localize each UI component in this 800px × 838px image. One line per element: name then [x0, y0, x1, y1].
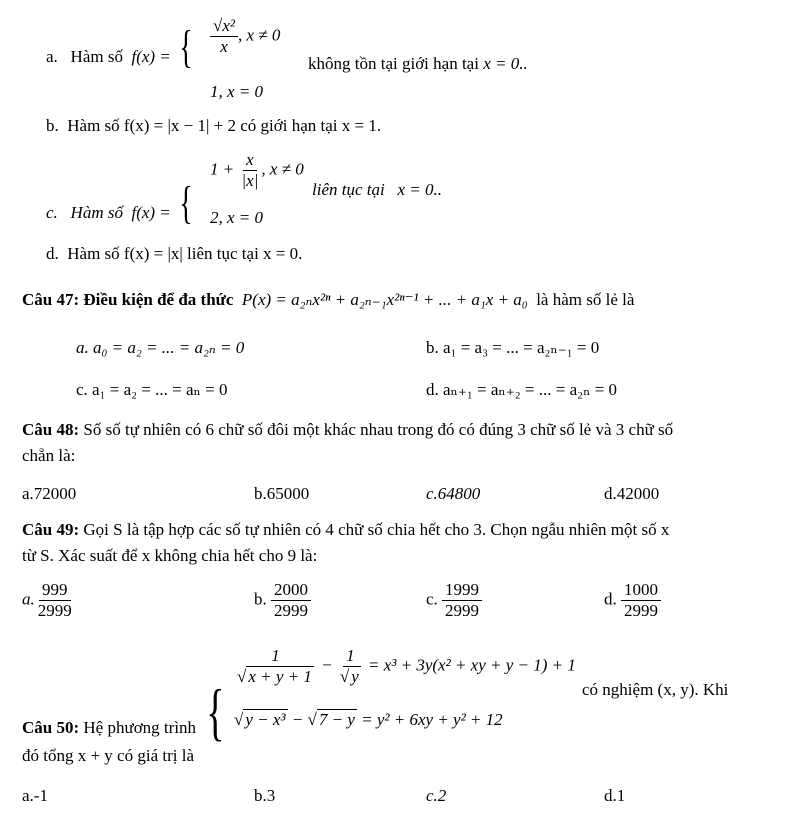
q50-option-d[interactable]: d.1 — [604, 786, 626, 805]
q50-option-a[interactable]: a.-1 — [22, 786, 48, 805]
q48-option-d[interactable]: d.42000 — [604, 484, 660, 503]
q50-option-b[interactable]: b.3 — [254, 786, 276, 805]
item-a: a. Hàm số f(x) = { — [46, 21, 193, 72]
q49-option-b[interactable]: b. $\frac{2000}{2999}$ — [254, 580, 311, 621]
question-49: Câu 49: Gọi S là tập hợp các số tự nhiên có 4 chữ số chia hết cho 3. Chọn ngẫu nhiên một số x — [22, 520, 670, 539]
q47-option-b[interactable]: b. a₁ = a₃ = ... = a₂ₙ₋₁ = 0 — [426, 338, 600, 357]
q47-option-a[interactable]: a. a₀ = a₂ = ... = a₂ₙ = 0 — [76, 338, 245, 357]
q50-equation-2: √ y − x³ − √ 7 − y = y² + 6xy + y² + 12 — [234, 710, 503, 729]
question-50: Câu 50: Hệ phương trình { — [22, 676, 225, 747]
q49-option-a[interactable]: a. $\frac{999}{2999}$ — [22, 580, 72, 620]
item-c-cases: 1 + $\frac{x}{|x|}$ , x ≠ 0 — [210, 150, 304, 190]
q47-option-d[interactable]: d. aₙ₊₁ = aₙ₊₂ = ... = a₂ₙ = 0 — [426, 380, 618, 399]
item-c: c. Hàm số f(x) = { — [46, 177, 193, 228]
q49-option-c[interactable]: c. $\frac{1999}{2999}$ — [426, 580, 482, 621]
q48-option-a[interactable]: a.72000 — [22, 484, 77, 503]
q48-option-c[interactable]: c.64800 — [426, 484, 481, 503]
question-47: Câu 47: Điều kiện để đa thức P(x) = a₂ₙx²ⁿ + a₂ₙ₋₁x²ⁿ⁻¹ + ... + a₁x + a₀ là hàm số lẻ là — [22, 290, 635, 309]
item-a-cases: $\frac{\text{√x²}}{x}$ , x ≠ 0 — [210, 16, 280, 57]
q49-option-d[interactable]: d. $\frac{1000}{2999}$ — [604, 580, 661, 621]
question-48: Câu 48: Số số tự nhiên có 6 chữ số đôi một khác nhau trong đó có đúng 3 chữ số lẻ và 3 chữ số — [22, 420, 674, 439]
q48-option-b[interactable]: b.65000 — [254, 484, 310, 503]
item-b: b. Hàm số f(x) = |x − 1| + 2 có giới hạn tại x = 1. — [46, 116, 382, 135]
item-a-label: a. — [46, 47, 58, 66]
q50-equation-1: $\frac{1}{√ x + y + 1}$ − $\frac{1}{√ y}$ = x³ + 3y(x² + xy + y − 1) + 1 — [237, 646, 576, 686]
q47-option-c[interactable]: c. a₁ = a₂ = ... = aₙ = 0 — [76, 380, 228, 399]
item-d: d. Hàm số f(x) = |x| liên tục tại x = 0. — [46, 244, 303, 263]
q50-option-c[interactable]: c.2 — [426, 786, 447, 805]
